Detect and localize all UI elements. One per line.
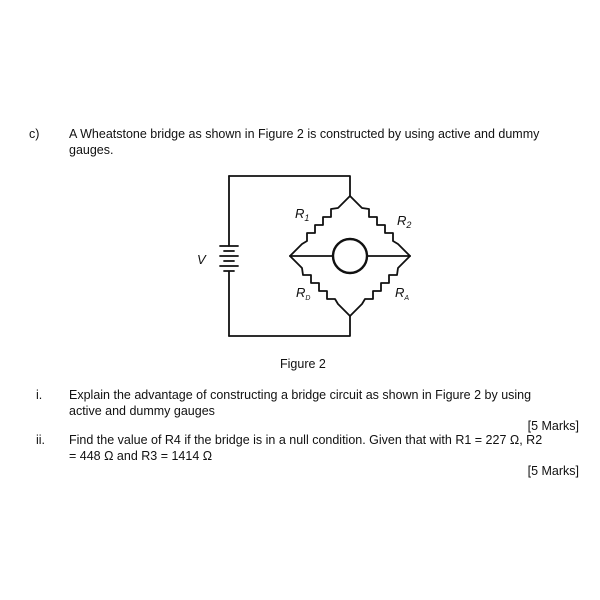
label-rd <box>296 285 310 300</box>
figure-caption: Figure 2 <box>280 357 326 371</box>
subquestion-i-marks: [5 Marks] <box>527 419 579 433</box>
subquestion-ii-number: ii. <box>36 433 46 447</box>
subquestion-i-number: i. <box>36 388 43 402</box>
subquestion-ii-marks: [5 Marks] <box>527 464 579 478</box>
label-r2-sub: 2 <box>406 220 412 230</box>
label-ra <box>395 285 409 300</box>
part-label: c) <box>29 127 40 141</box>
question-intro-line1: A Wheatstone bridge as shown in Figure 2 is constructed by using active and dummy <box>69 127 540 141</box>
label-r2-main: R <box>397 213 407 228</box>
label-rd-sub: D <box>305 295 311 302</box>
label-r1-main: R <box>295 206 305 221</box>
subquestion-ii-line2: = 448 Ω and R3 = 1414 Ω <box>69 449 213 463</box>
question-intro-line2: gauges. <box>69 143 114 157</box>
label-rd-main: R <box>296 285 306 300</box>
battery-icon <box>220 246 238 271</box>
wire-bottom <box>229 316 350 336</box>
galvanometer-icon <box>333 239 367 273</box>
label-r2 <box>397 213 411 228</box>
subquestion-i-line1: Explain the advantage of constructing a bridge circuit as shown in Figure 2 by using <box>69 388 532 402</box>
subquestion-i-line2: active and dummy gauges <box>69 404 215 418</box>
label-r1 <box>295 206 309 221</box>
wire-top <box>229 176 350 196</box>
label-v: V <box>197 252 206 267</box>
label-ra-sub: A <box>404 295 410 302</box>
label-ra-main: R <box>395 285 405 300</box>
subquestion-ii-line1: Find the value of R4 if the bridge is in a null condition. Given that with R1 = 227 Ω, R2 <box>69 433 543 447</box>
label-r1-sub: 1 <box>304 213 310 223</box>
resistor-r1 <box>290 196 350 256</box>
